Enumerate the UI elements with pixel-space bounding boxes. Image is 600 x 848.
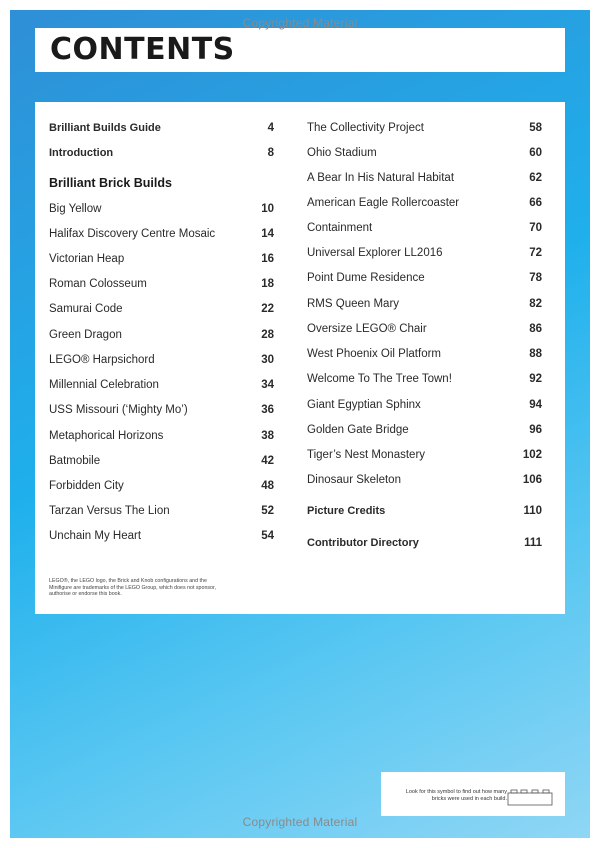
toc-entry[interactable] <box>307 396 542 414</box>
toc-entry-label: The Collectivity Project <box>307 122 424 134</box>
toc-entry-label: Brilliant Builds Guide <box>49 122 161 134</box>
toc-entry-page: 38 <box>261 430 274 442</box>
toc-entry-label: Batmobile <box>49 455 101 467</box>
toc-entry[interactable] <box>49 250 274 268</box>
toc-entry[interactable] <box>307 219 542 237</box>
toc-entry[interactable] <box>307 169 542 187</box>
toc-entry-page: 48 <box>261 480 274 492</box>
toc-entry[interactable] <box>49 351 274 369</box>
toc-entry-label: Tarzan Versus The Lion <box>49 505 170 517</box>
brick-icon <box>507 788 553 806</box>
toc-entry-label: LEGO® Harpsichord <box>49 354 155 366</box>
toc-entry[interactable] <box>49 200 274 218</box>
toc-entry-label: Golden Gate Bridge <box>307 424 409 436</box>
toc-entry[interactable] <box>49 401 274 419</box>
toc-entry-page: 18 <box>261 278 274 290</box>
toc-entry-page: 96 <box>529 424 542 436</box>
toc-entry-label: Samurai Code <box>49 303 123 315</box>
toc-entry-page: 102 <box>522 449 542 461</box>
toc-entry[interactable] <box>307 144 542 162</box>
toc-entry[interactable] <box>49 452 274 470</box>
toc-entry[interactable] <box>49 225 274 243</box>
toc-entry-page: 28 <box>261 329 274 341</box>
toc-entry-label: Ohio Stadium <box>307 147 377 159</box>
toc-entry-page: 34 <box>261 379 274 391</box>
toc-entry-page: 92 <box>529 373 542 385</box>
toc-entry[interactable] <box>307 345 542 363</box>
toc-entry[interactable] <box>307 446 542 464</box>
toc-entry-page: 16 <box>261 253 274 265</box>
toc-entry[interactable] <box>49 527 274 545</box>
toc-entry[interactable] <box>49 477 274 495</box>
toc-entry-label: Giant Egyptian Sphinx <box>307 399 421 411</box>
toc-entry-label: Forbidden City <box>49 480 124 492</box>
toc-entry-label: Roman Colosseum <box>49 278 147 290</box>
toc-entry-label: Contributor Directory <box>307 537 419 549</box>
toc-entry-page: 8 <box>267 147 274 159</box>
toc-entry-label: Unchain My Heart <box>49 530 142 542</box>
toc-entry-front-2[interactable] <box>49 144 274 162</box>
toc-entry-label: Tiger’s Nest Monastery <box>307 449 426 461</box>
trademark-notice: LEGO®, the LEGO logo, the Brick and Knob configurations and the Minifigure are trademarks of the LEGO Group, which does not sponsor, authorise or endorse this book. <box>49 578 216 597</box>
toc-entry[interactable] <box>307 320 542 338</box>
toc-entry-label: Introduction <box>49 147 114 159</box>
toc-entry-label: RMS Queen Mary <box>307 298 400 310</box>
symbol-note-panel <box>381 772 565 816</box>
toc-entry-label: Millennial Celebration <box>49 379 159 391</box>
watermark-top: Copyrighted Material <box>242 16 358 30</box>
toc-entry-page: 58 <box>529 122 542 134</box>
toc-entry-label: Metaphorical Horizons <box>49 430 164 442</box>
toc-entry[interactable] <box>307 471 542 489</box>
toc-entry[interactable] <box>307 295 542 313</box>
toc-entry-label: West Phoenix Oil Platform <box>307 348 442 360</box>
toc-entry-label: Picture Credits <box>307 505 386 517</box>
contents-panel <box>35 102 565 614</box>
toc-entry-page: 82 <box>529 298 542 310</box>
toc-entry[interactable] <box>49 300 274 318</box>
page-title: CONTENTS <box>50 32 235 67</box>
toc-entry[interactable] <box>307 421 542 439</box>
toc-entry-label: Halifax Discovery Centre Mosaic <box>49 228 216 240</box>
toc-entry[interactable] <box>49 502 274 520</box>
toc-entry-label: Victorian Heap <box>49 253 125 265</box>
toc-entry-label: American Eagle Rollercoaster <box>307 197 460 209</box>
toc-entry-label: Big Yellow <box>49 203 102 215</box>
toc-entry-page: 70 <box>529 222 542 234</box>
section-heading: Brilliant Brick Builds <box>49 176 172 190</box>
toc-entry-page: 66 <box>529 197 542 209</box>
toc-entry-label: Containment <box>307 222 373 234</box>
toc-entry-page: 52 <box>261 505 274 517</box>
toc-entry-page: 86 <box>529 323 542 335</box>
symbol-note-text: Look for this symbol to find out how many bricks were used in each build. <box>405 789 507 802</box>
toc-entry-page: 30 <box>261 354 274 366</box>
toc-entry[interactable] <box>49 326 274 344</box>
toc-entry-page: 62 <box>529 172 542 184</box>
toc-entry-label: Dinosaur Skeleton <box>307 474 401 486</box>
toc-entry-page: 4 <box>267 122 274 134</box>
toc-entry-label: Oversize LEGO® Chair <box>307 323 427 335</box>
toc-entry-page: 110 <box>523 505 542 517</box>
toc-entry-page: 14 <box>261 228 274 240</box>
toc-entry-page: 42 <box>261 455 274 467</box>
toc-entry-page: 111 <box>524 537 542 549</box>
toc-entry-label: Welcome To The Tree Town! <box>307 373 452 385</box>
toc-entry-page: 10 <box>261 203 274 215</box>
toc-entry-label: Point Dume Residence <box>307 272 425 284</box>
toc-entry[interactable] <box>307 244 542 262</box>
toc-entry-page: 36 <box>261 404 274 416</box>
toc-entry-page: 106 <box>522 474 542 486</box>
toc-entry[interactable] <box>307 119 542 137</box>
toc-entry-page: 72 <box>529 247 542 259</box>
toc-entry[interactable] <box>307 370 542 388</box>
toc-entry-label: Universal Explorer LL2016 <box>307 247 443 259</box>
watermark-bottom: Copyrighted Material <box>242 815 358 829</box>
toc-entry-page: 88 <box>529 348 542 360</box>
toc-entry-label: USS Missouri (‘Mighty Mo’) <box>49 404 188 416</box>
title-panel <box>35 28 565 72</box>
toc-entry-label: Green Dragon <box>49 329 122 341</box>
toc-entry[interactable] <box>49 376 274 394</box>
toc-entry-page: 54 <box>261 530 274 542</box>
toc-entry-back-2[interactable] <box>307 534 542 552</box>
toc-entry[interactable] <box>307 194 542 212</box>
toc-entry-front-1[interactable] <box>49 119 274 137</box>
toc-entry-page: 78 <box>529 272 542 284</box>
toc-entry-back-1[interactable] <box>307 502 542 520</box>
toc-entry-page: 60 <box>529 147 542 159</box>
toc-entry-page: 94 <box>529 399 542 411</box>
toc-entry[interactable] <box>307 269 542 287</box>
toc-entry-page: 22 <box>261 303 274 315</box>
toc-entry[interactable] <box>49 427 274 445</box>
toc-entry[interactable] <box>49 275 274 293</box>
toc-entry-label: A Bear In His Natural Habitat <box>307 172 455 184</box>
